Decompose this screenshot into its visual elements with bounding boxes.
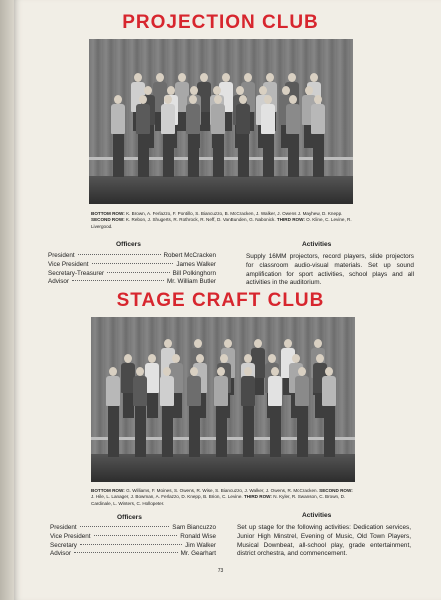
student-head — [244, 73, 252, 82]
student-head — [314, 95, 322, 104]
student-head — [224, 339, 232, 348]
student-body — [214, 376, 228, 406]
officer-name: Ronald Wise — [180, 532, 216, 540]
student-legs — [147, 392, 158, 418]
student-body — [261, 104, 275, 134]
page-number: 73 — [217, 568, 224, 574]
student-legs — [123, 392, 134, 418]
student-legs — [263, 133, 274, 177]
dot-leader — [72, 280, 164, 281]
caption-row-label: BOTTOM ROW: — [91, 488, 125, 493]
student-head — [178, 73, 186, 82]
student-legs — [243, 405, 254, 457]
student-head — [288, 73, 296, 82]
student-legs — [313, 133, 324, 177]
student-head — [190, 367, 198, 376]
caption-row-names: J. Hile, L. Lanager, J. Bowman, A. Ferlazzo, D. Knepp, B. Brion, C. — [91, 494, 227, 500]
student-head — [266, 73, 274, 82]
caption-row-label: SECOND ROW: — [91, 217, 125, 223]
officer-role: Vice President — [50, 532, 91, 540]
dot-leader — [78, 254, 161, 255]
student-head — [244, 354, 252, 363]
caption-row-names: Levine. — [227, 494, 243, 500]
student-head — [220, 354, 228, 363]
student-body — [133, 376, 147, 406]
officer-name: Jim Walker — [185, 541, 216, 549]
dot-leader — [92, 263, 174, 264]
officer-name: Robert McCracken — [163, 252, 216, 259]
student-body — [295, 376, 309, 406]
dot-leader — [94, 535, 178, 536]
student-head — [134, 73, 142, 82]
student-legs — [189, 405, 200, 457]
activities-heading: Activities — [302, 512, 332, 519]
officer-role: Advisor — [48, 278, 69, 286]
student-body — [186, 104, 200, 134]
student-legs — [162, 405, 173, 457]
dot-leader — [80, 526, 170, 527]
student-head — [271, 367, 279, 376]
student-legs — [138, 133, 149, 177]
student-head — [316, 354, 324, 363]
student-head — [222, 73, 230, 82]
student-body — [236, 104, 250, 134]
caption-row-names: McCracken. — [293, 488, 318, 493]
student-head — [259, 86, 267, 95]
student-body — [268, 376, 282, 406]
student-legs — [213, 133, 224, 177]
projection-club-title: PROJECTION CLUB — [122, 12, 319, 33]
officer-row — [48, 261, 216, 270]
officer-role: Secretary — [50, 541, 77, 549]
officer-name: James Walker — [176, 260, 216, 268]
student-legs — [238, 133, 249, 177]
caption-row-label: SECOND ROW: — [319, 488, 353, 493]
officers-heading: Officers — [117, 514, 142, 521]
student-head — [244, 367, 252, 376]
officer-role: President — [50, 524, 77, 531]
stage-craft-club-title: STAGE CRAFT CLUB — [116, 290, 325, 311]
student-body — [106, 376, 120, 406]
student-head — [190, 86, 198, 95]
student-head — [239, 95, 247, 104]
dot-leader — [74, 552, 178, 553]
student-head — [196, 354, 204, 363]
caption-row-names: O. Kline, C. Levine, R. Livergood. — [91, 217, 352, 229]
student-head — [189, 95, 197, 104]
student-legs — [163, 133, 174, 177]
caption-row-names: K. Rebon, J. Shugerts, R. Rothrock, R. Neff, D. VanBunden, — [125, 217, 248, 223]
student-head — [325, 367, 333, 376]
student-head — [136, 367, 144, 376]
student-legs — [113, 133, 124, 177]
student-head — [214, 95, 222, 104]
officers-heading: Officers — [116, 241, 141, 248]
student-head — [114, 95, 122, 104]
officer-row — [50, 533, 216, 542]
officer-role: President — [48, 252, 75, 259]
student-head — [298, 367, 306, 376]
officer-name: Bill Polkinghorn — [172, 269, 216, 277]
officer-role: Secretary-Treasurer — [48, 269, 105, 277]
officer-row — [48, 252, 216, 261]
student-body — [160, 376, 174, 406]
dot-leader — [80, 544, 182, 545]
caption-row-label: THIRD ROW: — [243, 494, 272, 500]
student-legs — [188, 133, 199, 177]
officer-name: Mr. Gearhart — [180, 550, 216, 558]
photo-floor — [89, 176, 353, 204]
student-legs — [288, 133, 299, 177]
officer-row — [48, 270, 216, 279]
caption-row-names: K. Brown, A. Ferlazzo, F. Pontillo, S. Biancuzzo, B. McCracken, J. Walker, J. Owens — [126, 211, 297, 216]
projection-club-photo — [89, 39, 353, 204]
student-head — [167, 86, 175, 95]
caption-row-label: THIRD ROW: — [276, 217, 305, 223]
student-body — [286, 104, 300, 134]
student-head — [156, 73, 164, 82]
officers-list — [50, 524, 216, 559]
student-legs — [297, 405, 308, 457]
student-legs — [108, 405, 119, 457]
caption-row-names: N. Kyler, R. Swanson, C. Brown, D. Cardinale, L. Winters, C. Hollopeter. — [91, 494, 346, 506]
student-body — [111, 104, 125, 134]
stage-craft-club-photo — [91, 317, 355, 482]
student-head — [292, 354, 300, 363]
officer-role: Advisor — [50, 550, 71, 558]
student-body — [136, 104, 150, 134]
student-body — [211, 104, 225, 134]
student-body — [322, 376, 336, 406]
student-head — [200, 73, 208, 82]
stage-craft-club-caption — [91, 488, 355, 507]
student-head — [289, 95, 297, 104]
student-head — [282, 86, 290, 95]
student-legs — [324, 405, 335, 457]
student-head — [148, 354, 156, 363]
officer-name: Mr. William Butler — [167, 278, 216, 286]
officer-row — [50, 524, 216, 533]
photo-floor — [91, 454, 355, 482]
caption-row-names: G. Nabonick. — [249, 217, 276, 223]
officer-row — [48, 278, 216, 287]
student-head — [305, 86, 313, 95]
student-head — [139, 95, 147, 104]
officer-row — [50, 550, 216, 559]
student-body — [311, 104, 325, 134]
student-head — [314, 339, 322, 348]
caption-row-label: BOTTOM ROW: — [91, 211, 125, 216]
student-head — [109, 367, 117, 376]
student-head — [236, 86, 244, 95]
student-body — [161, 104, 175, 134]
dot-leader — [107, 272, 169, 273]
student-head — [213, 86, 221, 95]
student-head — [217, 367, 225, 376]
student-head — [144, 86, 152, 95]
officer-row — [50, 542, 216, 551]
student-head — [254, 339, 262, 348]
student-head — [264, 95, 272, 104]
student-head — [310, 73, 318, 82]
activities-text: Set up stage for the following activities: Dedication services, Junior High Minstrel, Evening of Music, Old Town Players, Musical Downbeat, all-school play, grade entertainment, district orchestra, and commencement. — [237, 524, 411, 558]
officers-list — [48, 252, 216, 287]
student-head — [164, 339, 172, 348]
student-head — [172, 354, 180, 363]
officer-role: Vice President — [48, 260, 89, 268]
student-body — [241, 376, 255, 406]
projection-club-caption — [91, 211, 353, 230]
student-legs — [135, 405, 146, 457]
student-head — [194, 339, 202, 348]
officer-name: Sam Biancuzzo — [172, 524, 216, 531]
student-head — [124, 354, 132, 363]
caption-row-names: J. Mayhew, D. Knepp. — [297, 211, 343, 216]
student-head — [163, 367, 171, 376]
activities-text: Supply 16MM projectors, record players, slide projectors for classroom audio-visual materials. Set up sound amplification for sport activities, school plays and all activities in the auditorium. — [246, 253, 414, 287]
student-head — [284, 339, 292, 348]
activities-heading: Activities — [302, 241, 332, 248]
student-body — [145, 363, 159, 393]
student-body — [187, 376, 201, 406]
caption-row-names: G. Williams, F. Moines, S. Owens, R. Wise, S. Biancuzzo, J. Walker, J. Owens, R. — [126, 488, 293, 493]
student-legs — [216, 405, 227, 457]
student-legs — [270, 405, 281, 457]
student-head — [164, 95, 172, 104]
student-head — [268, 354, 276, 363]
